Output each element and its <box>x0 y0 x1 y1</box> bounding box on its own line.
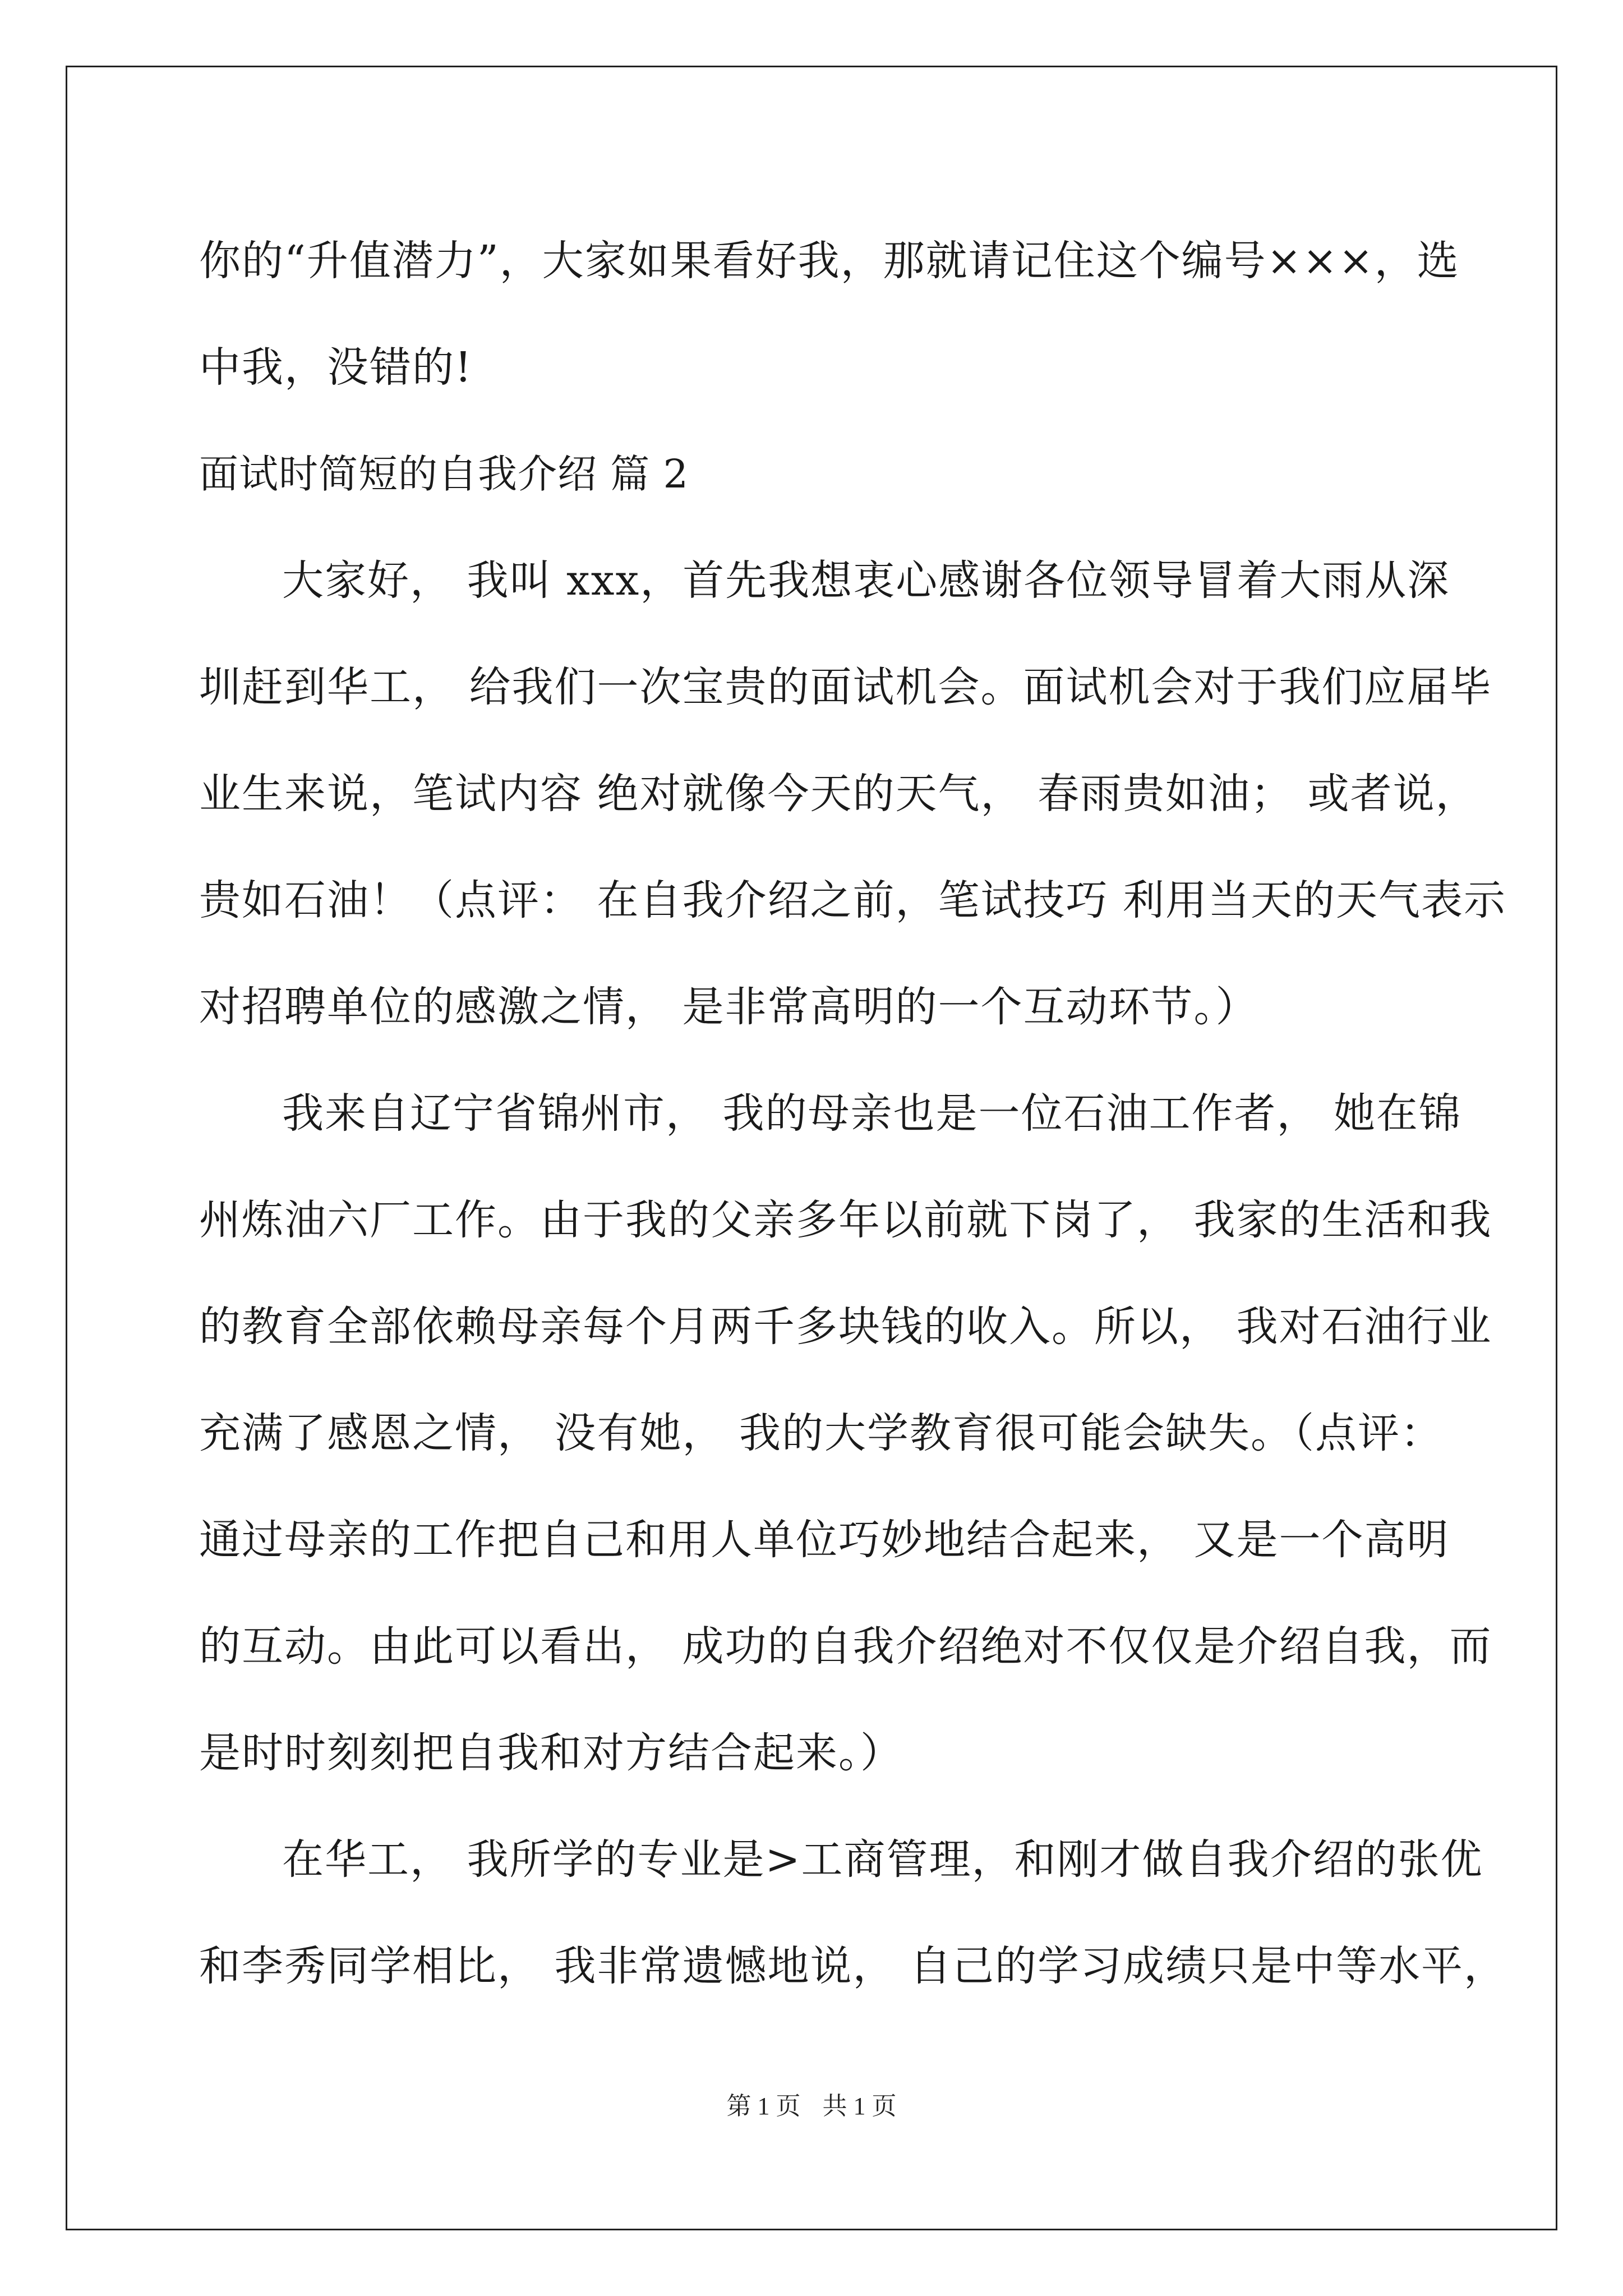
text-line: 中我，没错的! <box>199 343 473 392</box>
page-total: 共 1 页 <box>822 2092 897 2120</box>
text-line: 贵如石油！（点评： 在自我介绍之前，笔试技巧 利用当天的天气表示 <box>199 876 1507 924</box>
text-line: 圳赶到华工， 给我们一次宝贵的面试机会。面试机会对于我们应届毕 <box>199 663 1492 711</box>
document-body <box>199 208 1507 2019</box>
text-line: 对招聘单位的感激之情， 是非常高明的一个互动环节。） <box>199 983 1258 1031</box>
text-line: 的互动。由此可以看出， 成功的自我介绍绝对不仅仅是介绍自我，而 <box>199 1622 1492 1671</box>
text-line: 州炼油六厂工作。由于我的父亲多年以前就下岗了， 我家的生活和我 <box>199 1196 1492 1244</box>
page-footer <box>0 2090 1623 2123</box>
text-line: 的教育全部依赖母亲每个月两千多块钱的收入。所以， 我对石油行业 <box>199 1303 1492 1351</box>
text-line: 通过母亲的工作把自己和用人单位巧妙地结合起来， 又是一个高明 <box>199 1516 1450 1564</box>
section-heading: 面试时简短的自我介绍 篇 2 <box>199 451 689 497</box>
page-number: 第 1 页 <box>726 2092 801 2120</box>
text-line: 充满了感恩之情， 没有她， 我的大学教育很可能会缺失。（点评： <box>199 1409 1444 1457</box>
paragraph-start-line: 在华工， 我所学的专业是>工商管理，和刚才做自我介绍的张优 <box>282 1835 1483 1884</box>
paragraph-start-line: 我来自辽宁省锦州市， 我的母亲也是一位石油工作者， 她在锦 <box>282 1089 1462 1138</box>
text-line: 和李秀同学相比， 我非常遗憾地说， 自己的学习成绩只是中等水平， <box>199 1942 1507 1990</box>
text-line: 你的“升值潜力”，大家如果看好我，那就请记住这个编号×××，选 <box>199 237 1460 285</box>
paragraph-start-line: 大家好， 我叫 xxx，首先我想衷心感谢各位领导冒着大雨从深 <box>282 556 1450 605</box>
text-line: 业生来说，笔试内容 绝对就像今天的天气， 春雨贵如油； 或者说， <box>199 770 1478 818</box>
text-line: 是时时刻刻把自我和对方结合起来。） <box>199 1729 903 1777</box>
